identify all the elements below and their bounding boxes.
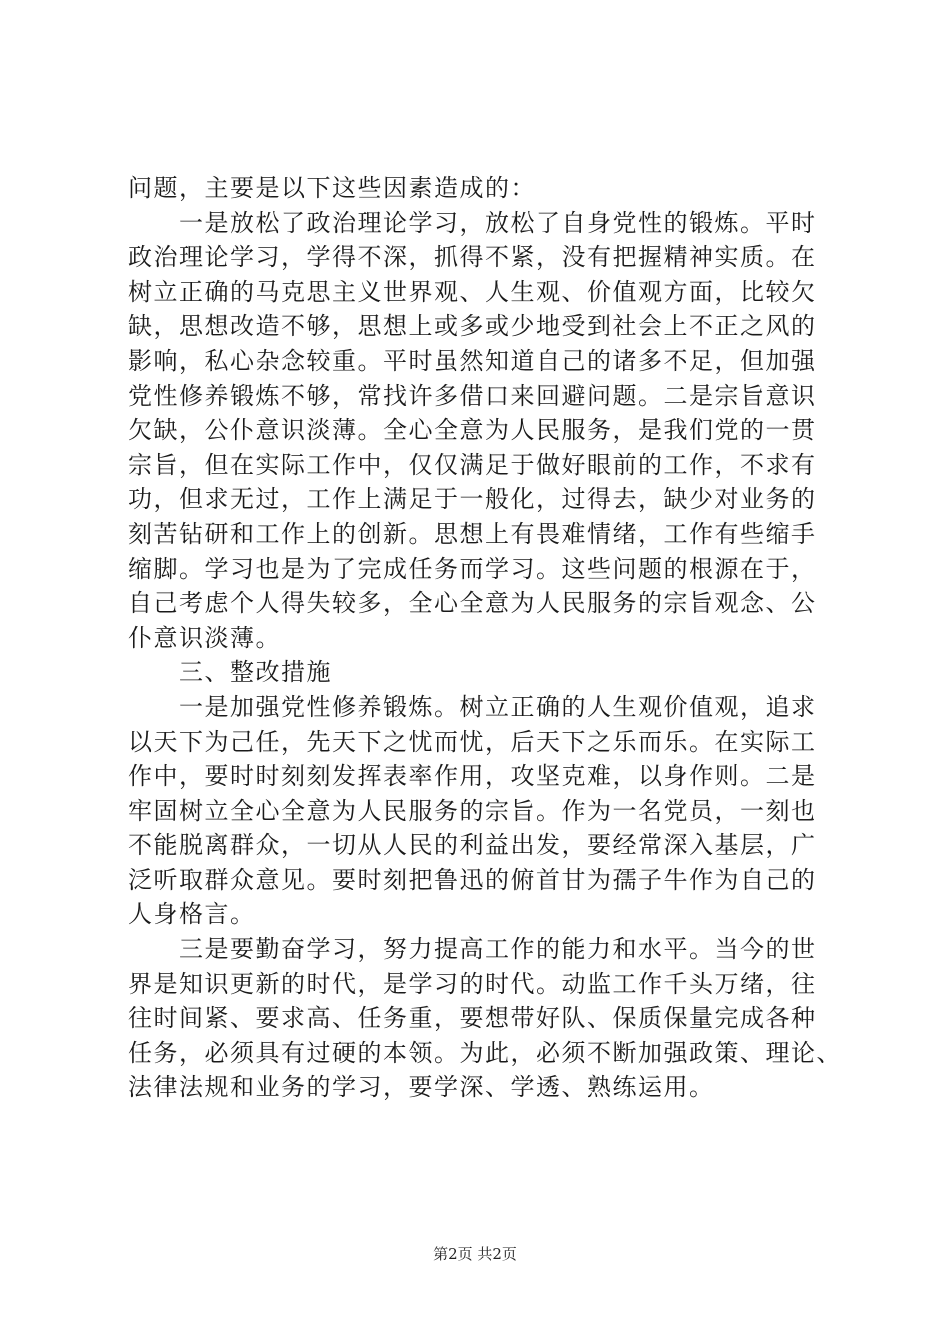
text-line: 不能脱离群众，一切从人民的利益出发，要经常深入基层，广 xyxy=(128,831,817,860)
text-line: 界是知识更新的时代，是学习的时代。动监工作千头万绪，往 xyxy=(128,969,817,998)
text-line: 宗旨，但在实际工作中，仅仅满足于做好眼前的工作，不求有 xyxy=(128,450,817,479)
text-line: 刻苦钻研和工作上的创新。思想上有畏难情绪，工作有些缩手 xyxy=(128,519,817,548)
text-line: 往时间紧、要求高、任务重，要想带好队、保质保量完成各种 xyxy=(128,1004,817,1033)
text-line: 人身格言。 xyxy=(128,900,256,929)
text-line: 自己考虑个人得失较多，全心全意为人民服务的宗旨观念、公 xyxy=(128,589,817,618)
text-line: 树立正确的马克思主义世界观、人生观、价值观方面，比较欠 xyxy=(128,277,817,306)
text-line: 功，但求无过，工作上满足于一般化，过得去，缺少对业务的 xyxy=(128,485,817,514)
text-line: 欠缺，公仆意识淡薄。全心全意为人民服务，是我们党的一贯 xyxy=(128,416,817,445)
text-line: 仆意识淡薄。 xyxy=(128,623,281,652)
text-line: 泛听取群众意见。要时刻把鲁迅的俯首甘为孺子牛作为自己的 xyxy=(128,865,817,894)
text-line: 影响，私心杂念较重。平时虽然知道自己的诸多不足，但加强 xyxy=(128,346,817,375)
text-line: 缩脚。学习也是为了完成任务而学习。这些问题的根源在于， xyxy=(128,554,817,583)
text-line: 一是放松了政治理论学习，放松了自身党性的锻炼。平时 xyxy=(128,208,817,237)
text-line: 以天下为己任，先天下之忧而忧，后天下之乐而乐。在实际工 xyxy=(128,727,817,756)
text-line: 政治理论学习，学得不深，抓得不紧，没有把握精神实质。在 xyxy=(128,243,817,272)
text-line: 法律法规和业务的学习，要学深、学透、熟练运用。 xyxy=(128,1073,715,1102)
text-line: 任务，必须具有过硬的本领。为此，必须不断加强政策、理论、 xyxy=(128,1038,842,1067)
document-body xyxy=(128,171,848,1105)
text-line: 缺，思想改造不够，思想上或多或少地受到社会上不正之风的 xyxy=(128,312,817,341)
text-line: 党性修养锻炼不够，常找许多借口来回避问题。二是宗旨意识 xyxy=(128,381,817,410)
text-line: 作中，要时时刻刻发挥表率作用，攻坚克难，以身作则。二是 xyxy=(128,762,817,791)
text-line: 三是要勤奋学习，努力提高工作的能力和水平。当今的世 xyxy=(128,935,817,964)
page-number-footer: 第2页 共2页 xyxy=(433,1245,517,1263)
text-line: 问题，主要是以下这些因素造成的： xyxy=(128,174,536,202)
section-heading: 三、整改措施 xyxy=(128,658,332,687)
text-line: 一是加强党性修养锻炼。树立正确的人生观价值观，追求 xyxy=(128,692,817,721)
text-line: 牢固树立全心全意为人民服务的宗旨。作为一名党员，一刻也 xyxy=(128,796,817,825)
